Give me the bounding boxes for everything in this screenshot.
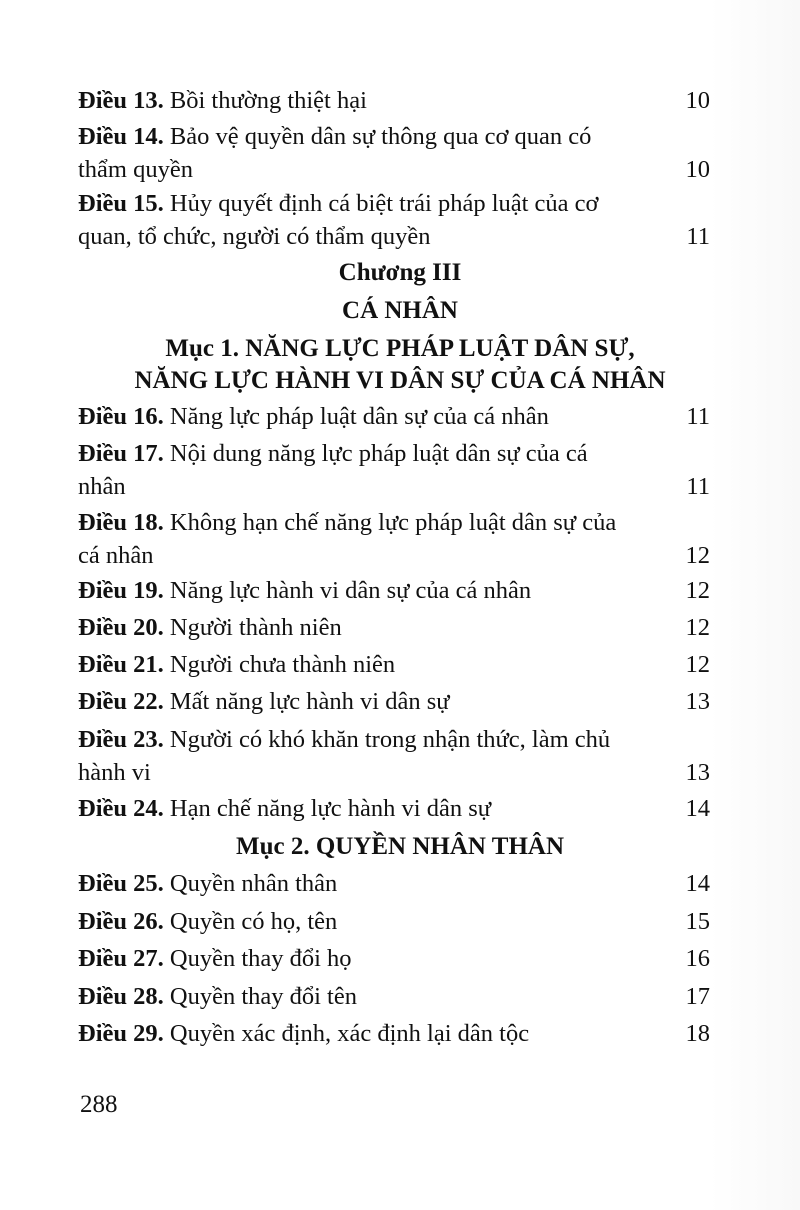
article-title: Bồi thường thiệt hại [169, 87, 367, 114]
toc-entry [78, 685, 710, 718]
toc-entry [78, 187, 710, 253]
article-label: Điều 27. [78, 945, 164, 972]
toc-entry [78, 792, 710, 825]
toc-entry [78, 437, 710, 503]
article-title: Người thành niên [169, 614, 342, 641]
article-title: Người có khó khăn trong nhận thức, làm chủ hành vi [78, 726, 611, 786]
article-label: Điều 20. [78, 614, 164, 641]
page-ref: 12 [685, 651, 710, 678]
article-label: Điều 17. [78, 440, 164, 467]
page-edge-shadow [710, 0, 800, 1210]
article-title: Bảo vệ quyền dân sự thông qua cơ quan có thẩm quyền [78, 123, 592, 183]
article-title: Hủy quyết định cá biệt trái pháp luật của cơ quan, tổ chức, người có thẩm quyền [78, 190, 599, 250]
toc-entry [78, 723, 710, 789]
article-label: Điều 25. [78, 870, 164, 897]
section-1-title-line-1: Mục 1. NĂNG LỰC PHÁP LUẬT DÂN SỰ, [165, 335, 635, 362]
section-2-title: Mục 2. QUYỀN NHÂN THÂN [235, 833, 564, 860]
article-label: Điều 15. [78, 190, 164, 217]
page-ref: 12 [685, 614, 710, 641]
page-ref: 17 [685, 983, 710, 1010]
page-ref: 11 [686, 403, 710, 430]
page-ref: 11 [686, 473, 710, 500]
article-label: Điều 28. [78, 983, 164, 1010]
toc-entry [78, 611, 710, 644]
article-label: Điều 23. [78, 726, 164, 753]
article-title: Nội dung năng lực pháp luật dân sự của cá nhân [78, 440, 588, 500]
page-ref: 14 [685, 795, 710, 822]
section-1-title-line-2: NĂNG LỰC HÀNH VI DÂN SỰ CỦA CÁ NHÂN [134, 367, 666, 394]
article-title: Quyền nhân thân [169, 870, 338, 897]
toc-entry [78, 905, 710, 938]
page-ref: 12 [685, 577, 710, 604]
page-ref: 10 [685, 156, 710, 183]
article-label: Điều 22. [78, 688, 164, 715]
page-ref: 10 [685, 87, 710, 114]
page-ref: 13 [685, 688, 710, 715]
article-title: Năng lực pháp luật dân sự của cá nhân [169, 403, 549, 430]
article-label: Điều 14. [78, 123, 164, 150]
chapter-title: CÁ NHÂN [342, 297, 458, 324]
article-label: Điều 16. [78, 403, 164, 430]
article-title: Quyền thay đổi tên [169, 983, 357, 1010]
toc-entry [78, 648, 710, 681]
page-ref: 18 [685, 1020, 710, 1047]
toc-entry [78, 574, 710, 607]
article-title: Mất năng lực hành vi dân sự [169, 688, 450, 715]
toc-entry [78, 942, 710, 975]
article-label: Điều 18. [78, 509, 164, 536]
article-label: Điều 24. [78, 795, 164, 822]
toc-entry [78, 980, 710, 1013]
toc-entry [78, 1017, 710, 1050]
toc-entry [78, 867, 710, 900]
chapter-number: Chương III [338, 259, 462, 286]
article-title: Quyền thay đổi họ [169, 945, 352, 972]
page-number: 288 [80, 1091, 118, 1118]
article-title: Người chưa thành niên [169, 651, 396, 678]
article-title: Hạn chế năng lực hành vi dân sự [169, 795, 492, 822]
toc-entry [78, 84, 710, 117]
toc-entry [78, 400, 710, 433]
article-label: Điều 29. [78, 1020, 164, 1047]
toc-entry [78, 506, 710, 572]
article-title: Quyền xác định, xác định lại dân tộc [169, 1020, 530, 1047]
page-ref: 14 [685, 870, 710, 897]
page-ref: 11 [686, 223, 710, 250]
article-label: Điều 21. [78, 651, 164, 678]
article-label: Điều 13. [78, 87, 164, 114]
page-ref: 12 [685, 542, 710, 569]
page-ref: 15 [685, 908, 710, 935]
toc-entry [78, 120, 710, 186]
page-ref: 16 [685, 945, 710, 972]
article-label: Điều 26. [78, 908, 164, 935]
article-title: Năng lực hành vi dân sự của cá nhân [169, 577, 532, 604]
article-title: Không hạn chế năng lực pháp luật dân sự của cá nhân [78, 509, 617, 569]
article-label: Điều 19. [78, 577, 164, 604]
page-ref: 13 [685, 759, 710, 786]
article-title: Quyền có họ, tên [169, 908, 338, 935]
